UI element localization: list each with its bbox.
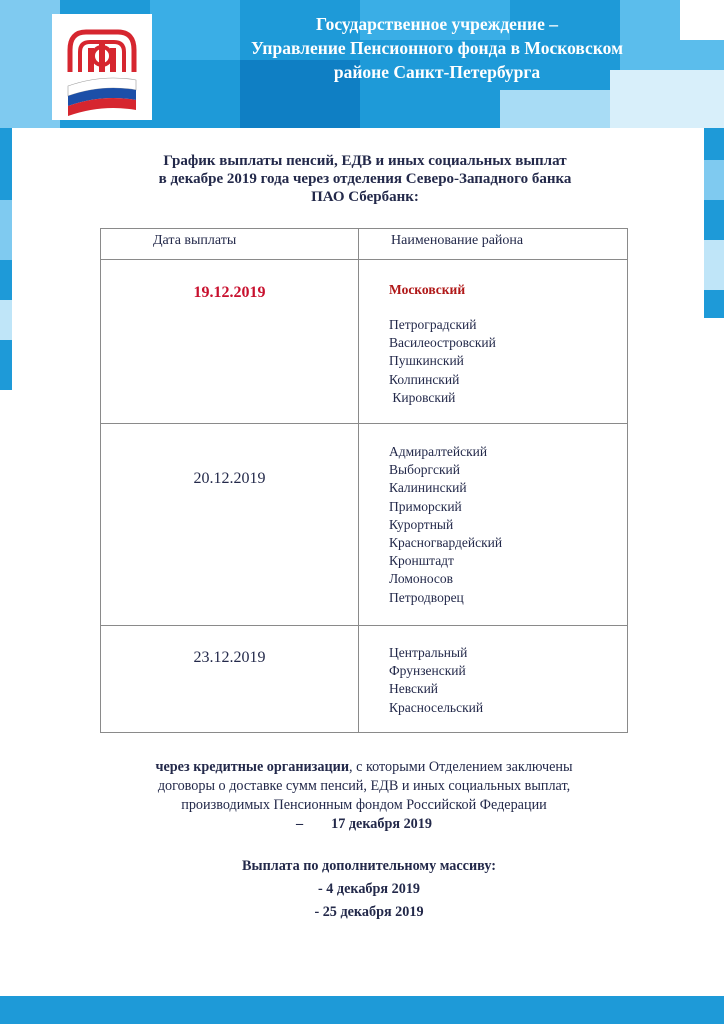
right-edge-stripe xyxy=(704,240,724,290)
additional-date-1: - 4 декабря 2019 xyxy=(317,881,421,897)
right-edge-stripe xyxy=(704,160,724,200)
pension-fund-logo xyxy=(52,14,152,120)
district-item: Пушкинский xyxy=(389,353,464,369)
footer-date-line xyxy=(100,815,628,834)
org-line-3: районе Санкт-Петербурга xyxy=(333,62,541,82)
row-divider xyxy=(101,259,627,260)
row-divider xyxy=(101,625,627,626)
credit-organizations-note xyxy=(100,758,628,834)
organization-name xyxy=(150,12,724,84)
district-list xyxy=(389,644,483,717)
district-item: Курортный xyxy=(389,516,454,532)
footer-bold-lead: через кредитные организации xyxy=(155,759,349,775)
payment-date: 19.12.2019 xyxy=(193,284,266,301)
additional-title: Выплата по дополнительному массиву: xyxy=(242,858,496,874)
title-line-3: ПАО Сбербанк: xyxy=(311,189,419,205)
footer-line-3: производимых Пенсионным фондом Российской Федерации xyxy=(181,797,547,813)
district-item: Выборгский xyxy=(389,462,460,478)
district-item: Красногвардейский xyxy=(389,535,503,551)
district-item: Красносельский xyxy=(389,699,484,715)
org-line-2: Управление Пенсионного фонда в Московском xyxy=(250,38,624,58)
payment-date: 20.12.2019 xyxy=(193,470,266,487)
district-item: Калининский xyxy=(389,480,467,496)
title-line-1: График выплаты пенсий, ЕДВ и иных социальных выплат xyxy=(163,153,567,169)
header-district: Наименование района xyxy=(391,233,524,248)
district-item: Кировский xyxy=(389,389,456,405)
district-list xyxy=(389,280,496,407)
additional-payments xyxy=(100,855,638,924)
left-edge-stripe xyxy=(0,200,12,260)
district-item: Невский xyxy=(389,681,439,697)
district-item: Адмиралтейский xyxy=(389,444,488,459)
district-item: Кронштадт xyxy=(389,553,454,569)
footer-line-2: договоры о доставке сумм пенсий, ЕДВ и иных социальных выплат, xyxy=(157,778,571,794)
row-divider xyxy=(101,423,627,424)
footer-dash: – xyxy=(296,816,304,832)
banner-tile xyxy=(0,0,60,128)
pfr-emblem-icon xyxy=(52,14,152,120)
district-item: Фрунзенский xyxy=(389,663,466,679)
org-line-1: Государственное учреждение – xyxy=(316,14,558,34)
additional-date-2: - 25 декабря 2019 xyxy=(314,904,424,920)
district-item: Василеостровский xyxy=(389,335,496,351)
district-item: Ломоносов xyxy=(389,571,454,587)
payment-schedule-table xyxy=(100,228,628,733)
payment-date: 23.12.2019 xyxy=(193,649,266,666)
header-date: Дата выплаты xyxy=(153,233,237,248)
district-item: Приморский xyxy=(389,498,462,514)
footer-banner xyxy=(0,996,724,1024)
title-line-2: в декабре 2019 года через отделения Северо-Западного банка xyxy=(158,171,572,187)
document-title xyxy=(100,152,630,206)
district-highlight: Московский xyxy=(389,282,466,297)
district-item: Колпинский xyxy=(389,371,460,387)
footer-line-1 xyxy=(100,758,628,777)
banner-tile xyxy=(500,90,620,128)
district-list xyxy=(389,443,502,607)
district-item: Центральный xyxy=(389,645,468,660)
district-item: Петродворец xyxy=(389,589,464,605)
district-item: Петроградский xyxy=(389,317,477,332)
footer-date: 17 декабря 2019 xyxy=(331,816,432,832)
column-divider xyxy=(358,229,359,732)
footer-line-1-rest: , с которыми Отделением заключены xyxy=(349,759,573,775)
left-edge-stripe xyxy=(0,300,12,340)
